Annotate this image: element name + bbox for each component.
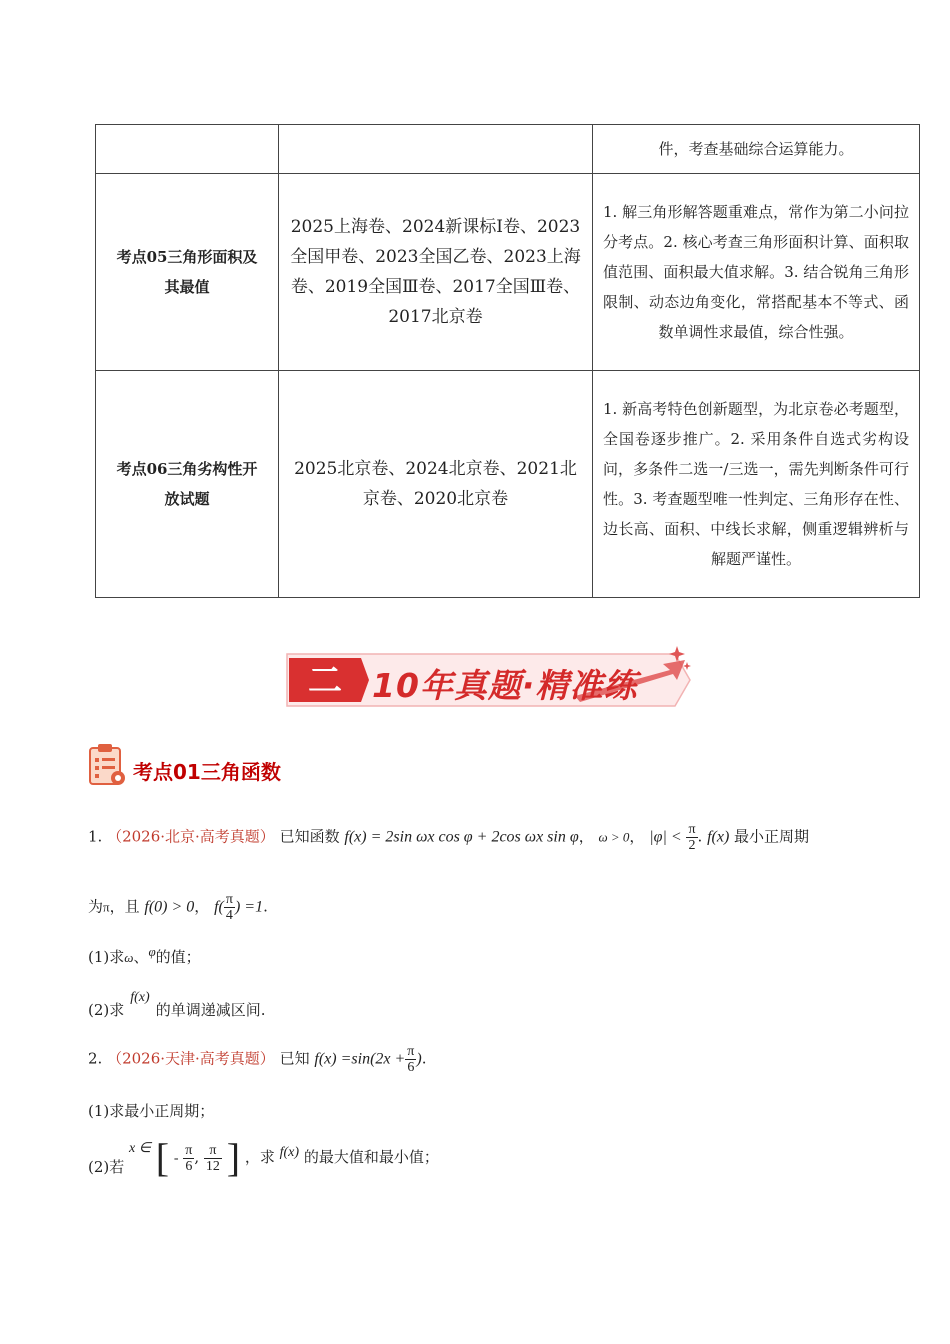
problem-1-line-1: 1. （2026·北京·高考真题） 已知函数 f(x) = 2sin ωx cos φ + 2cos ωx sin φ， ω > 0， |φ| < $\frac{\pi}{2}$ . f(x) 最小正周期 (88, 822, 810, 853)
problem-2-question-1: (1)求最小正周期； (88, 1102, 215, 1120)
problem-text: 已知函数 (279, 827, 340, 846)
math-function: f(x) = 2sin ωx cos φ + 2cos ωx sin φ (344, 828, 579, 846)
math-fraction: $\frac{\pi}{2}$ (688, 822, 696, 853)
table-cell-analysis: 件，考查基础综合运算能力。 (593, 125, 920, 174)
math-fx: f(x) (130, 990, 150, 1005)
table-row (96, 371, 920, 598)
problem-number: 2. (88, 1049, 103, 1068)
math-function: ) (416, 1050, 422, 1068)
separator: 、 (133, 948, 149, 966)
table-cell-topic (96, 125, 279, 174)
question-label: (2)若 (88, 1158, 125, 1176)
table-cell-topic: 考点06三角劣构性开放试题 (96, 371, 279, 598)
math-fx: f(x) (279, 1145, 300, 1160)
math-omega: ω (124, 950, 134, 965)
table-row (96, 174, 920, 371)
math-fraction: $\frac{\pi}{4}$ (225, 892, 233, 923)
clipboard-icon (88, 742, 126, 786)
problem-1-question-2 (88, 990, 265, 1020)
math-condition: x ∈ (129, 1141, 151, 1156)
problem-text: 已知 (279, 1049, 310, 1068)
table-cell-analysis: 1. 新高考特色创新题型，为北京卷必考题型，全国卷逐步推广。2. 采用条件自选式劣构设问，多条件二选一/三选一，需先判断条件可行性。3. 考查题型唯一性判定、三角形存在性、边长高、面积、中线长求解，侧重逻辑辨析与解题严谨性。 (593, 371, 920, 598)
problem-text: 为 (88, 897, 104, 916)
math-pi: π (103, 899, 110, 915)
math-condition: ω > 0 (598, 829, 630, 845)
math-function: f(x) =sin(2x + (314, 1050, 406, 1068)
question-label: (1)求 (88, 948, 125, 966)
math-condition: |φ| < (649, 828, 682, 846)
question-text: ，求 (244, 1148, 275, 1166)
math-fx: f(x) (707, 828, 730, 846)
table-cell-analysis: 1. 解三角形解答题重难点，常作为第二小问拉分考点。2. 核心考查三角形面积计算、面积取值范围、面积最大值求解。3. 结合锐角三角形限制、动态边角变化，常搭配基本不等式、函数单调性求最值，综合性强。 (593, 174, 920, 371)
question-text: 的值； (155, 948, 201, 966)
banner-number: 二 (308, 661, 342, 701)
problem-text: 最小正周期 (734, 827, 810, 846)
problem-text: ，且 (109, 897, 140, 916)
table-cell-years: 2025上海卷、2024新课标Ⅰ卷、2023全国甲卷、2023全国乙卷、2023上海卷、2019全国Ⅲ卷、2017全国Ⅲ卷、2017北京卷 (279, 174, 593, 371)
math-condition: f( (214, 898, 224, 916)
exam-topic-table (95, 124, 920, 598)
section-title: 考点01三角函数 (133, 760, 281, 784)
problem-source: （2026·天津·高考真题） (107, 1049, 275, 1068)
problem-source: （2026·北京·高考真题） (107, 827, 275, 846)
table-cell-years: 2025北京卷、2024北京卷、2021北京卷、2020北京卷 (279, 371, 593, 598)
problem-2-line-1: 2. （2026·天津·高考真题） 已知 f(x) =sin(2x + $\frac{\pi}{6}$ ). (88, 1044, 427, 1075)
math-condition: ) =1 (234, 898, 264, 916)
math-bracket: [ (155, 1135, 170, 1180)
math-condition: f(0) > 0 (144, 898, 195, 916)
problem-1-line-2: 为π，且 f(0) > 0， f( $\frac{\pi}{4}$ ) =1. (88, 892, 268, 923)
math-bracket: ] (226, 1135, 241, 1180)
question-label: (2)求 (88, 1001, 125, 1019)
math-fraction: $\frac{\pi}{12}$ (205, 1142, 220, 1174)
math-fraction: $\frac{\pi}{6}$ (407, 1044, 415, 1075)
math-fraction: $\frac{\pi}{6}$ (185, 1142, 193, 1174)
table-row (96, 125, 920, 174)
table-cell-years (279, 125, 593, 174)
problem-1-question-1 (88, 944, 201, 967)
question-text: 的单调递减区间. (155, 1001, 266, 1019)
problem-number: 1. (88, 827, 103, 846)
question-text: 的最大值和最小值； (303, 1148, 439, 1166)
table-cell-topic: 考点05三角形面积及其最值 (96, 174, 279, 371)
math-phi: φ (148, 944, 156, 959)
banner-title: 10年真题·精准练 (372, 666, 638, 705)
problem-2-question-2: (2)若 x ∈ [ - $\frac{\pi}{6}$ , $\frac{\pi}{12}$ ] ，求 f(x) 的最大值和最小值； (88, 1135, 439, 1180)
